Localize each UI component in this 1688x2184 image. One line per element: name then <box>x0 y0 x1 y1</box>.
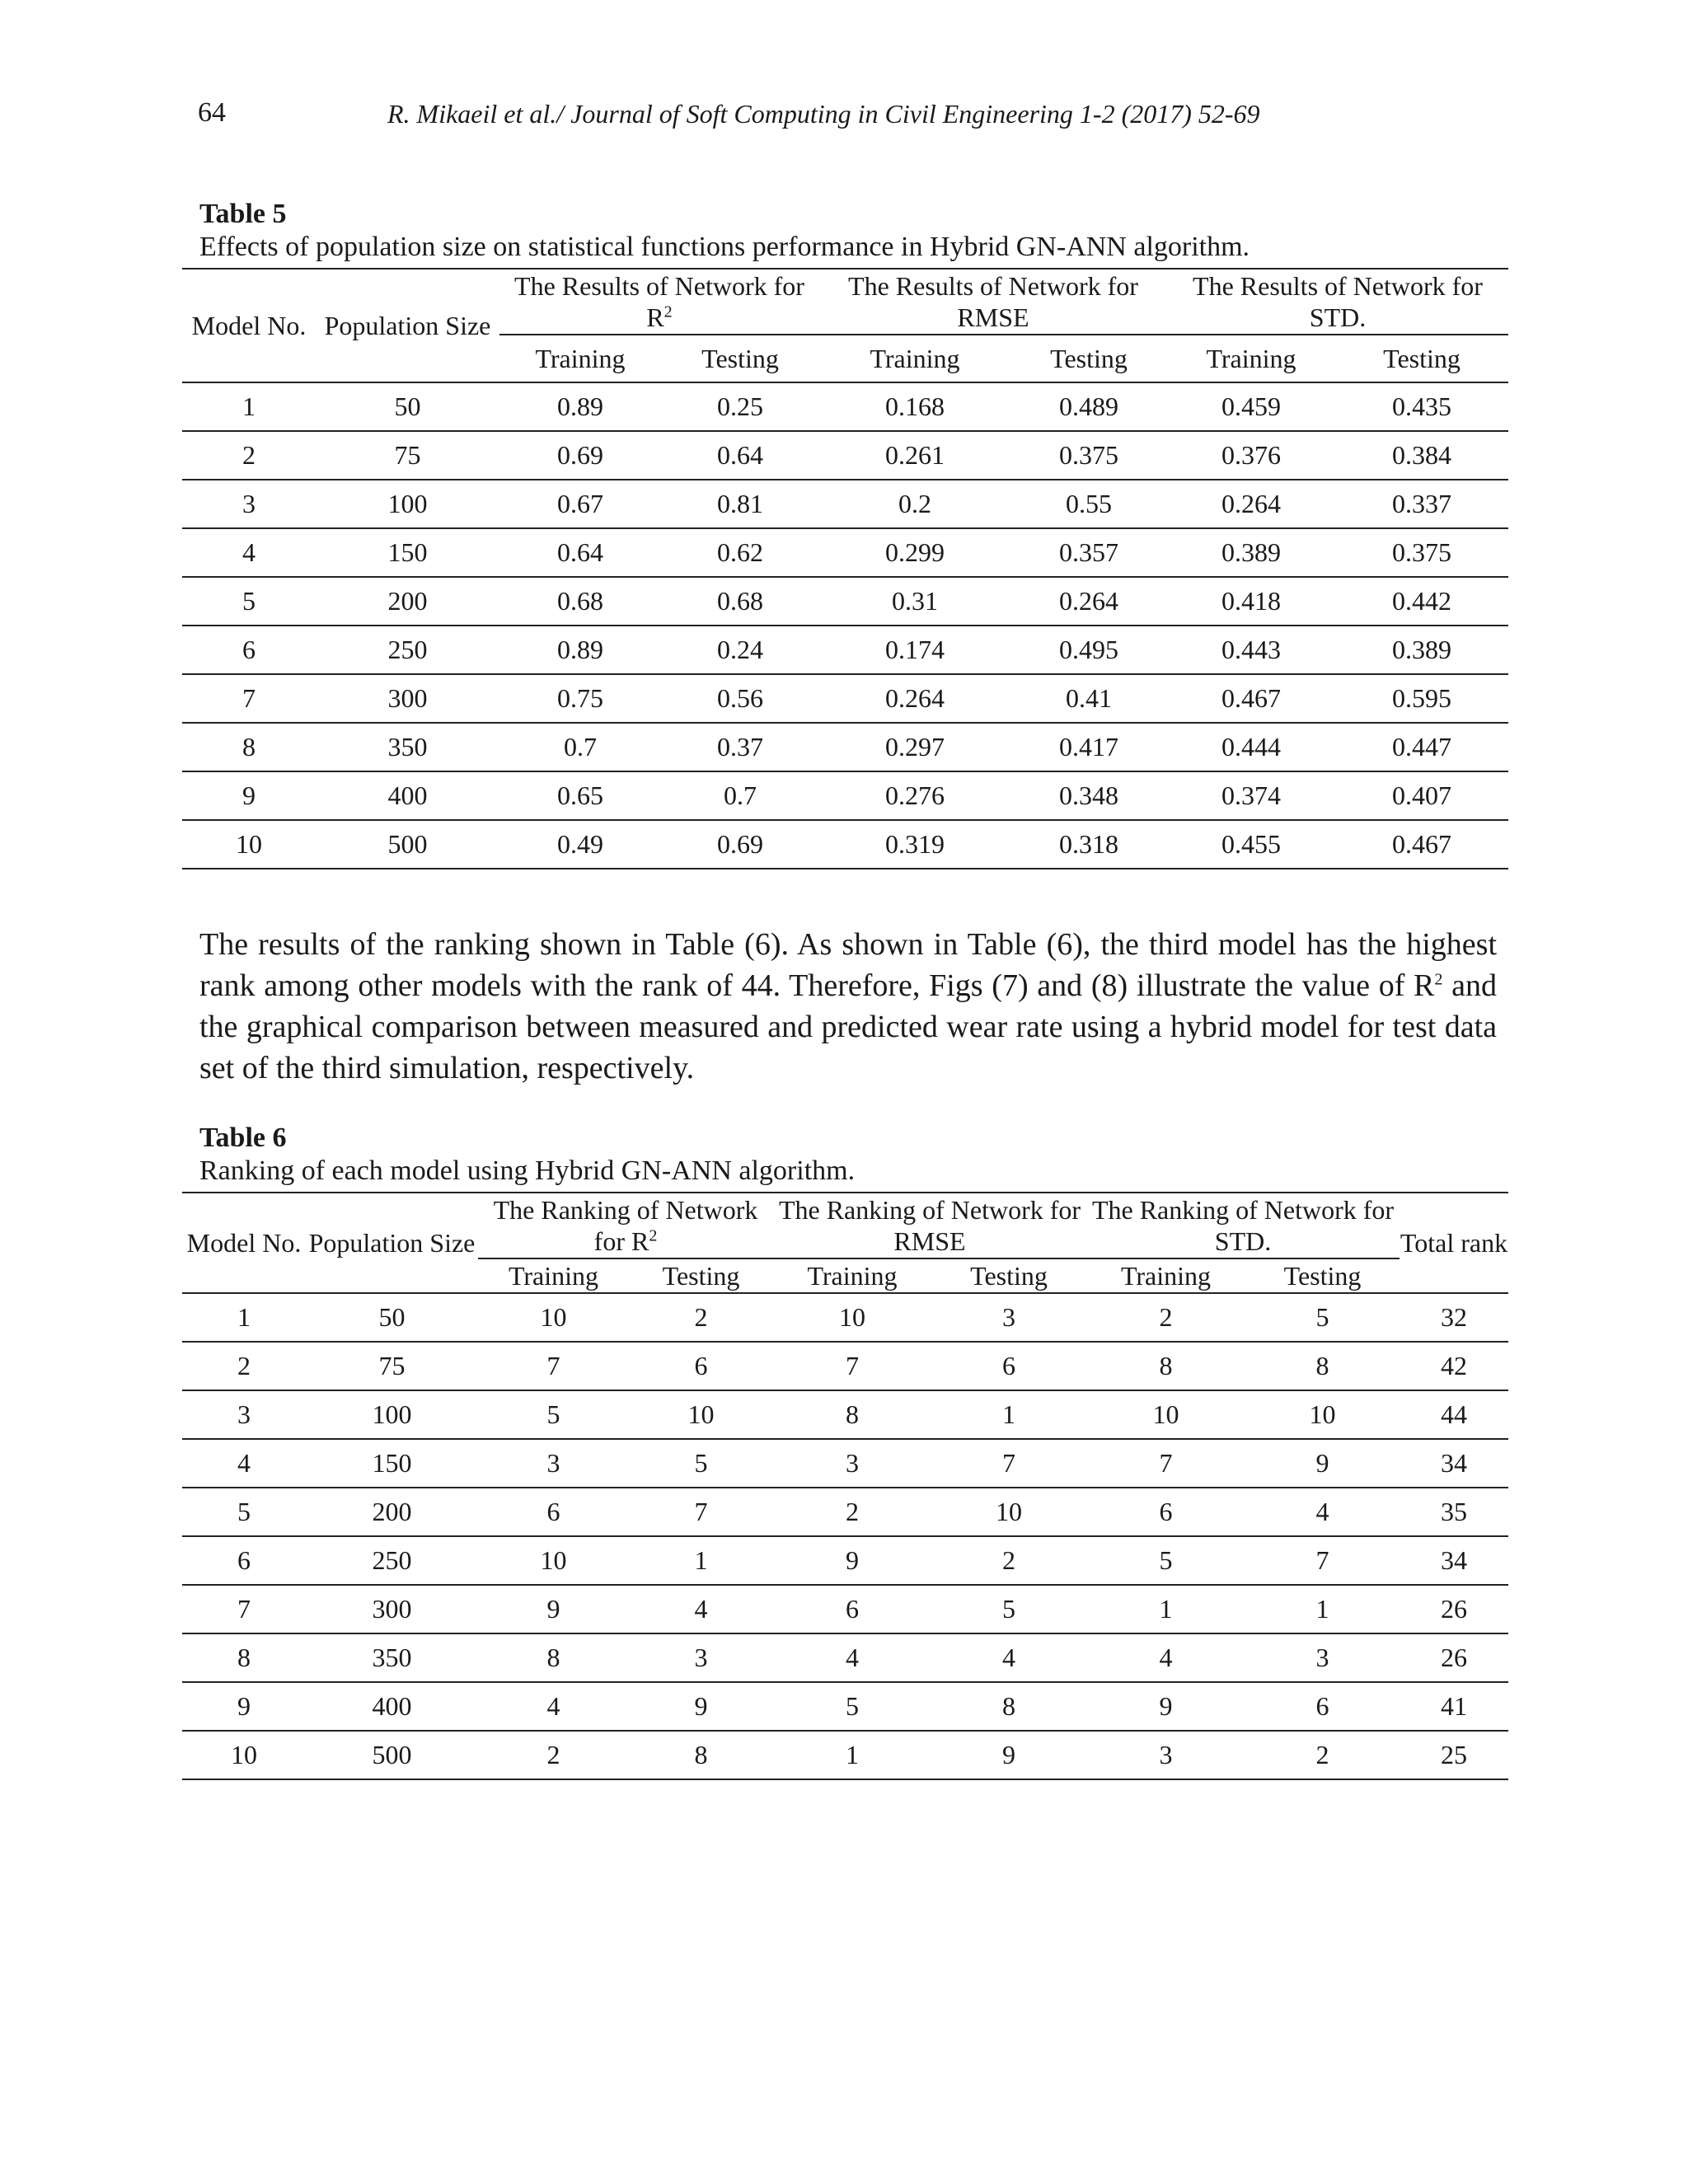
table-row <box>182 723 1508 771</box>
table-cell: 6 <box>931 1342 1086 1390</box>
table-row <box>182 626 1508 674</box>
table-cell: 350 <box>316 723 499 771</box>
table-cell: 10 <box>182 820 316 869</box>
table-cell: 0.41 <box>1010 674 1167 723</box>
table-cell: 0.64 <box>499 528 661 577</box>
table-row <box>182 1633 1508 1682</box>
table5-label: Table 5 <box>199 199 287 229</box>
table-cell: 0.374 <box>1167 771 1335 820</box>
table-cell: 3 <box>182 1390 306 1439</box>
table-cell: 0.261 <box>819 431 1010 480</box>
table-cell: 6 <box>478 1488 629 1536</box>
table-cell: 0.68 <box>661 577 819 626</box>
table-cell: 8 <box>773 1390 931 1439</box>
table-cell: 8 <box>182 723 316 771</box>
table6 <box>182 1192 1508 1780</box>
table-cell: 0.64 <box>661 431 819 480</box>
table-cell: 41 <box>1400 1682 1508 1731</box>
table-cell: 42 <box>1400 1342 1508 1390</box>
table-cell: 1 <box>182 1293 306 1342</box>
table6-subheader-testing: Testing <box>931 1258 1086 1293</box>
table-cell: 0.264 <box>819 674 1010 723</box>
table-cell: 0.276 <box>819 771 1010 820</box>
table-cell: 3 <box>773 1439 931 1488</box>
table-cell: 0.67 <box>499 480 661 528</box>
table5-subheader-training: Training <box>819 335 1010 382</box>
table-cell: 150 <box>306 1439 478 1488</box>
table-cell: 5 <box>478 1390 629 1439</box>
table-cell: 250 <box>316 626 499 674</box>
table-cell: 26 <box>1400 1585 1508 1633</box>
table-cell: 0.357 <box>1010 528 1167 577</box>
table-cell: 4 <box>931 1633 1086 1682</box>
table-cell: 0.348 <box>1010 771 1167 820</box>
table-cell: 5 <box>1086 1536 1245 1585</box>
table-cell: 0.68 <box>499 577 661 626</box>
table-cell: 9 <box>1245 1439 1400 1488</box>
table-cell: 25 <box>1400 1731 1508 1779</box>
table5-header-r2-sup: 2 <box>663 302 673 321</box>
table6-header-rmse: The Ranking of Network for RMSE <box>773 1193 1086 1258</box>
table-row <box>182 1731 1508 1779</box>
table-cell: 100 <box>306 1390 478 1439</box>
table-row <box>182 1682 1508 1731</box>
table-cell: 10 <box>773 1293 931 1342</box>
table-cell: 0.264 <box>1010 577 1167 626</box>
table-cell: 6 <box>182 626 316 674</box>
table-cell: 0.376 <box>1167 431 1335 480</box>
table-cell: 0.444 <box>1167 723 1335 771</box>
table-cell: 0.467 <box>1335 820 1508 869</box>
table-cell: 7 <box>629 1488 773 1536</box>
table-cell: 0.418 <box>1167 577 1335 626</box>
table-row <box>182 674 1508 723</box>
table-cell: 8 <box>182 1633 306 1682</box>
table-cell: 0.174 <box>819 626 1010 674</box>
table5-header-population: Population Size <box>316 269 499 382</box>
table6-header-model: Model No. <box>182 1193 306 1293</box>
table6-caption <box>199 1122 855 1188</box>
table5-subheader-training: Training <box>499 335 661 382</box>
table-cell: 7 <box>182 1585 306 1633</box>
table-row <box>182 1488 1508 1536</box>
table-cell: 150 <box>316 528 499 577</box>
paragraph-text-part1: The results of the ranking shown in Table (6). As shown in Table (6), the third model has the highest rank among other models with the rank of 44. Therefore, Figs (7) and (8) illustrate the value of R <box>199 927 1497 1003</box>
table-cell: 50 <box>316 382 499 431</box>
table-cell: 2 <box>182 1342 306 1390</box>
table-cell: 500 <box>316 820 499 869</box>
table-cell: 1 <box>1245 1585 1400 1633</box>
table-cell: 8 <box>478 1633 629 1682</box>
table-cell: 0.62 <box>661 528 819 577</box>
table-cell: 6 <box>773 1585 931 1633</box>
table-cell: 4 <box>182 528 316 577</box>
table-cell: 400 <box>316 771 499 820</box>
table-cell: 44 <box>1400 1390 1508 1439</box>
table-cell: 100 <box>316 480 499 528</box>
table-cell: 0.375 <box>1335 528 1508 577</box>
table-row <box>182 382 1508 431</box>
table-cell: 8 <box>1086 1342 1245 1390</box>
table-cell: 10 <box>1086 1390 1245 1439</box>
table-cell: 1 <box>773 1731 931 1779</box>
table-cell: 0.595 <box>1335 674 1508 723</box>
table-cell: 32 <box>1400 1293 1508 1342</box>
table6-label: Table 6 <box>199 1122 287 1153</box>
table-cell: 400 <box>306 1682 478 1731</box>
table-cell: 50 <box>306 1293 478 1342</box>
table-cell: 6 <box>182 1536 306 1585</box>
table5-header-r2-text: The Results of Network for R <box>514 271 804 332</box>
table-cell: 9 <box>182 771 316 820</box>
table-cell: 35 <box>1400 1488 1508 1536</box>
table-row <box>182 431 1508 480</box>
table-cell: 10 <box>629 1390 773 1439</box>
table-cell: 0.297 <box>819 723 1010 771</box>
table-cell: 200 <box>316 577 499 626</box>
table-cell: 0.89 <box>499 626 661 674</box>
table-cell: 0.495 <box>1010 626 1167 674</box>
table-cell: 9 <box>931 1731 1086 1779</box>
table6-subheader-training: Training <box>1086 1258 1245 1293</box>
table-cell: 4 <box>1245 1488 1400 1536</box>
table-cell: 0.489 <box>1010 382 1167 431</box>
table-cell: 3 <box>478 1439 629 1488</box>
table-cell: 0.168 <box>819 382 1010 431</box>
table-cell: 8 <box>1245 1342 1400 1390</box>
table-cell: 2 <box>773 1488 931 1536</box>
table-cell: 1 <box>1086 1585 1245 1633</box>
table-cell: 5 <box>773 1682 931 1731</box>
table-cell: 0.467 <box>1167 674 1335 723</box>
table-row <box>182 1342 1508 1390</box>
table-cell: 1 <box>182 382 316 431</box>
table-cell: 2 <box>478 1731 629 1779</box>
table5-subheader-testing: Testing <box>1335 335 1508 382</box>
table-cell: 34 <box>1400 1439 1508 1488</box>
table6-header-r2 <box>478 1193 773 1258</box>
table-row <box>182 820 1508 869</box>
table-cell: 3 <box>629 1633 773 1682</box>
table6-header-r2-text: The Ranking of Network for R <box>493 1195 758 1256</box>
table-cell: 5 <box>931 1585 1086 1633</box>
table-row <box>182 1390 1508 1439</box>
table5-header-r2 <box>499 269 819 335</box>
table-cell: 4 <box>773 1633 931 1682</box>
table-cell: 6 <box>1245 1682 1400 1731</box>
table-cell: 0.75 <box>499 674 661 723</box>
table-cell: 0.337 <box>1335 480 1508 528</box>
table-cell: 2 <box>1086 1293 1245 1342</box>
table-cell: 0.2 <box>819 480 1010 528</box>
table-row <box>182 771 1508 820</box>
page-number: 64 <box>198 97 226 128</box>
table-cell: 0.417 <box>1010 723 1167 771</box>
table-row <box>182 1439 1508 1488</box>
table-cell: 9 <box>478 1585 629 1633</box>
table5 <box>182 268 1508 869</box>
table-cell: 2 <box>931 1536 1086 1585</box>
table6-header-total-rank: Total rank <box>1400 1193 1508 1293</box>
table-cell: 6 <box>629 1342 773 1390</box>
table5-subheader-training: Training <box>1167 335 1335 382</box>
table-cell: 34 <box>1400 1536 1508 1585</box>
table-cell: 26 <box>1400 1633 1508 1682</box>
table-cell: 0.447 <box>1335 723 1508 771</box>
table-cell: 0.69 <box>499 431 661 480</box>
table-cell: 4 <box>182 1439 306 1488</box>
table-cell: 1 <box>629 1536 773 1585</box>
table5-caption-text: Effects of population size on statistical functions performance in Hybrid GN-ANN algorithm. <box>199 232 1250 262</box>
table-cell: 7 <box>773 1342 931 1390</box>
table-cell: 0.389 <box>1335 626 1508 674</box>
table-row <box>182 1536 1508 1585</box>
table-cell: 0.443 <box>1167 626 1335 674</box>
table-cell: 0.7 <box>499 723 661 771</box>
table-cell: 2 <box>1245 1731 1400 1779</box>
table-cell: 5 <box>182 577 316 626</box>
table6-subheader-training: Training <box>478 1258 629 1293</box>
table-cell: 7 <box>1086 1439 1245 1488</box>
table-cell: 10 <box>1245 1390 1400 1439</box>
table6-header-population: Population Size <box>306 1193 478 1293</box>
table-cell: 5 <box>1245 1293 1400 1342</box>
table-cell: 9 <box>629 1682 773 1731</box>
table-cell: 7 <box>1245 1536 1400 1585</box>
table-cell: 0.264 <box>1167 480 1335 528</box>
table-cell: 0.455 <box>1167 820 1335 869</box>
table6-body <box>182 1293 1508 1779</box>
table-row <box>182 577 1508 626</box>
table5-header-rmse: The Results of Network for RMSE <box>819 269 1167 335</box>
table-cell: 3 <box>931 1293 1086 1342</box>
paragraph-superscript: 2 <box>1434 970 1443 989</box>
table-cell: 350 <box>306 1633 478 1682</box>
table-cell: 0.31 <box>819 577 1010 626</box>
table-cell: 10 <box>478 1293 629 1342</box>
table-cell: 300 <box>316 674 499 723</box>
table-cell: 0.55 <box>1010 480 1167 528</box>
table-cell: 3 <box>182 480 316 528</box>
paragraph-text-part2: and the graphical comparison between measured and predicted wear rate using a hybrid model for test data set of the third simulation, respectively. <box>199 968 1497 1085</box>
table6-header-r2-sup: 2 <box>649 1226 658 1245</box>
table-cell: 300 <box>306 1585 478 1633</box>
table-cell: 7 <box>931 1439 1086 1488</box>
table-cell: 0.7 <box>661 771 819 820</box>
table-cell: 3 <box>1086 1731 1245 1779</box>
table-cell: 5 <box>182 1488 306 1536</box>
table-cell: 0.318 <box>1010 820 1167 869</box>
table-cell: 0.49 <box>499 820 661 869</box>
table-cell: 500 <box>306 1731 478 1779</box>
table6-subheader-training: Training <box>773 1258 931 1293</box>
table-cell: 0.319 <box>819 820 1010 869</box>
table-cell: 2 <box>629 1293 773 1342</box>
table-cell: 10 <box>182 1731 306 1779</box>
body-paragraph <box>199 924 1497 1089</box>
table-cell: 0.435 <box>1335 382 1508 431</box>
table-cell: 9 <box>1086 1682 1245 1731</box>
table-cell: 0.407 <box>1335 771 1508 820</box>
table6-caption-text: Ranking of each model using Hybrid GN-ANN algorithm. <box>199 1155 856 1186</box>
table-row <box>182 1293 1508 1342</box>
table-cell: 0.375 <box>1010 431 1167 480</box>
table-cell: 10 <box>931 1488 1086 1536</box>
table-cell: 7 <box>182 674 316 723</box>
table-cell: 0.81 <box>661 480 819 528</box>
table-cell: 3 <box>1245 1633 1400 1682</box>
table-cell: 8 <box>629 1731 773 1779</box>
table-cell: 250 <box>306 1536 478 1585</box>
table-cell: 4 <box>629 1585 773 1633</box>
table5-subheader-testing: Testing <box>661 335 819 382</box>
table-cell: 0.37 <box>661 723 819 771</box>
table-cell: 9 <box>182 1682 306 1731</box>
table-cell: 0.69 <box>661 820 819 869</box>
table-cell: 5 <box>629 1439 773 1488</box>
table-row <box>182 480 1508 528</box>
table-cell: 0.65 <box>499 771 661 820</box>
table5-caption <box>199 198 1250 264</box>
table-row <box>182 528 1508 577</box>
table-cell: 6 <box>1086 1488 1245 1536</box>
table-cell: 200 <box>306 1488 478 1536</box>
table5-body <box>182 382 1508 869</box>
table-cell: 1 <box>931 1390 1086 1439</box>
table-cell: 0.384 <box>1335 431 1508 480</box>
table6-subheader-testing: Testing <box>1245 1258 1400 1293</box>
table-cell: 0.459 <box>1167 382 1335 431</box>
table6-subheader-testing: Testing <box>629 1258 773 1293</box>
table-cell: 7 <box>478 1342 629 1390</box>
table-row <box>182 1585 1508 1633</box>
table-cell: 0.389 <box>1167 528 1335 577</box>
table-cell: 0.25 <box>661 382 819 431</box>
table-cell: 2 <box>182 431 316 480</box>
table-cell: 0.442 <box>1335 577 1508 626</box>
table-cell: 10 <box>478 1536 629 1585</box>
table-cell: 0.89 <box>499 382 661 431</box>
running-head: R. Mikaeil et al./ Journal of Soft Computing in Civil Engineering 1-2 (2017) 52-69 <box>387 99 1260 129</box>
table5-header-model: Model No. <box>182 269 316 382</box>
table-cell: 75 <box>306 1342 478 1390</box>
table-cell: 75 <box>316 431 499 480</box>
table-cell: 0.56 <box>661 674 819 723</box>
table-cell: 4 <box>478 1682 629 1731</box>
table-cell: 0.24 <box>661 626 819 674</box>
table-cell: 0.299 <box>819 528 1010 577</box>
table6-header-std: The Ranking of Network for STD. <box>1086 1193 1400 1258</box>
table5-subheader-testing: Testing <box>1010 335 1167 382</box>
table-cell: 8 <box>931 1682 1086 1731</box>
table-cell: 4 <box>1086 1633 1245 1682</box>
table5-header-std: The Results of Network for STD. <box>1167 269 1508 335</box>
table-cell: 9 <box>773 1536 931 1585</box>
